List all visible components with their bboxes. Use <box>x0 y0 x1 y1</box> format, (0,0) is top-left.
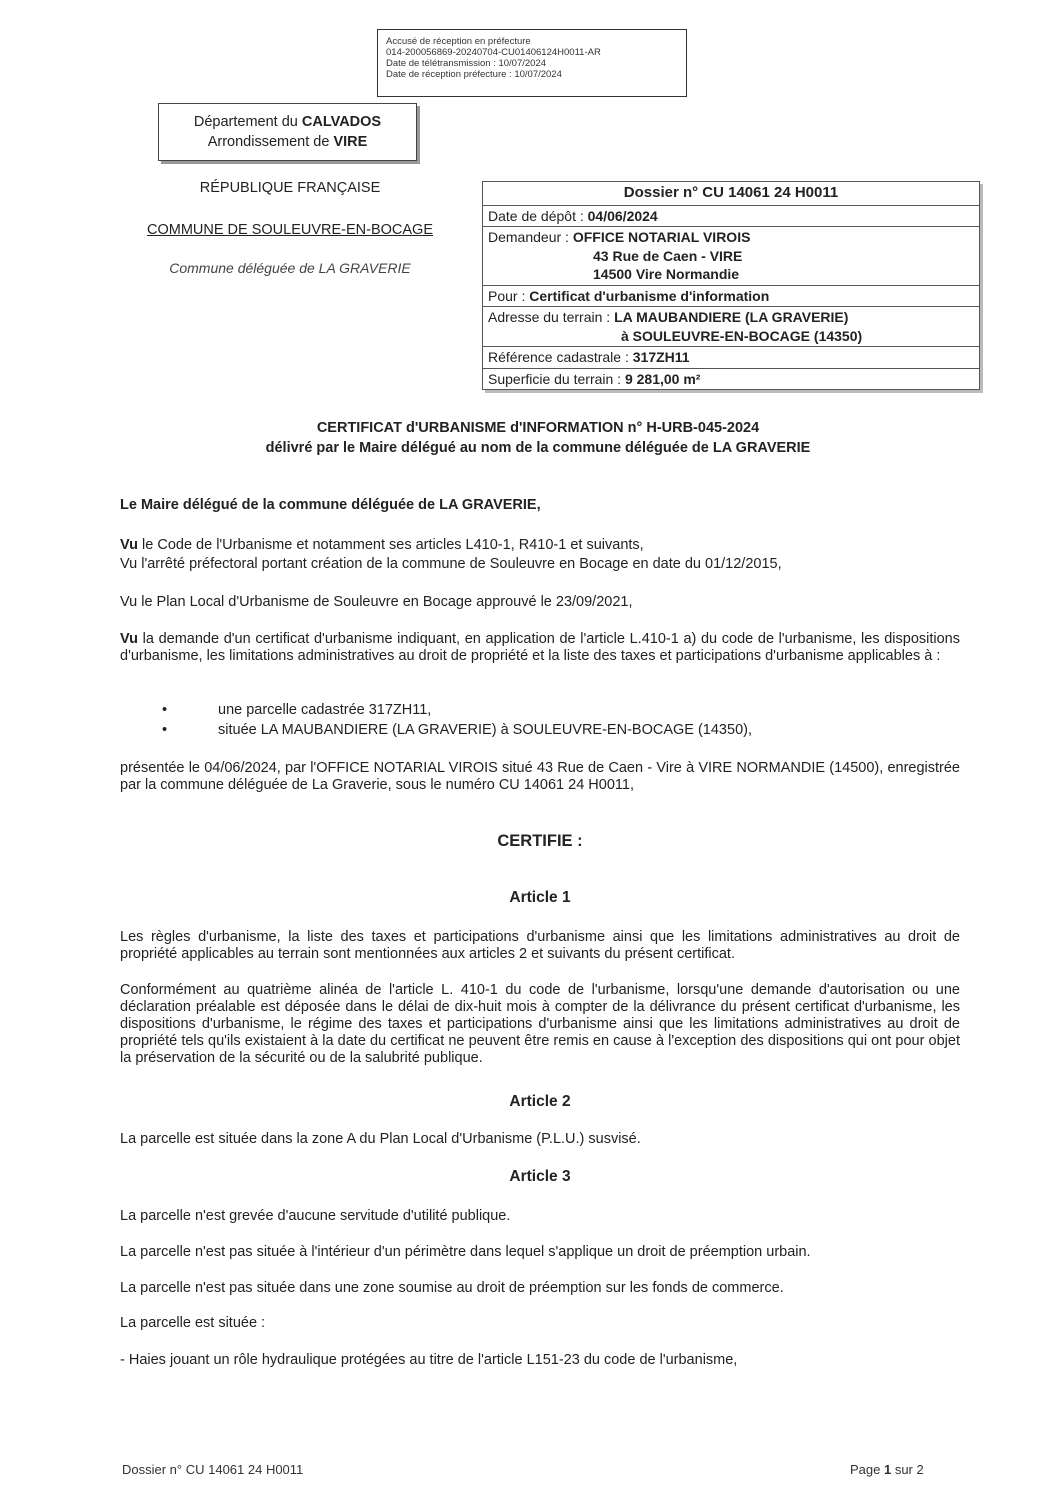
demandeur-name: OFFICE NOTARIAL VIROIS <box>572 229 751 245</box>
dossier-superficie-row <box>483 368 979 390</box>
certifie-heading: CERTIFIE : <box>497 832 583 850</box>
article-3-paragraph-1: La parcelle n'est grevée d'aucune servitude d'utilité publique. <box>120 1208 511 1224</box>
maire-line: Le Maire délégué de la commune déléguée de LA GRAVERIE, <box>120 497 541 513</box>
commune-title: COMMUNE DE SOULEUVRE-EN-BOCAGE <box>146 222 433 238</box>
arrondissement-prefix: Arrondissement de <box>207 134 334 150</box>
adresse-value-2: à SOULEUVRE-EN-BOCAGE (14350) <box>621 327 863 344</box>
depot-value: 04/06/2024 <box>587 207 658 224</box>
dossier-depot-row <box>483 205 979 227</box>
stamp-line-2: 014-200056869-20240704-CU01406124H0011-AR <box>386 47 601 58</box>
article-2-paragraph-1: La parcelle est située dans la zone A du Plan Local d'Urbanisme (P.L.U.) susvisé. <box>120 1131 641 1147</box>
demandeur-label: Demandeur : <box>488 229 573 245</box>
dossier-pour-row <box>483 285 979 307</box>
depot-label: Date de dépôt : <box>488 207 588 224</box>
adresse-value-1: LA MAUBANDIERE (LA GRAVERIE) <box>614 309 849 325</box>
bullet-parcelle: une parcelle cadastrée 317ZH11, <box>218 702 432 718</box>
commune-deleguee: Commune déléguée de LA GRAVERIE <box>169 260 411 276</box>
bullet-marker-2: • <box>162 722 168 738</box>
article-3-paragraph-4: La parcelle est située : <box>120 1315 266 1331</box>
reference-value: 317ZH11 <box>632 349 690 365</box>
page-prefix: Page <box>850 1462 884 1477</box>
vu-demande <box>120 631 960 665</box>
arrondissement-name: VIRE <box>333 134 368 150</box>
article-3-paragraph-3: La parcelle n'est pas située dans une zone soumise au droit de préemption sur les fonds de commerce. <box>120 1280 784 1296</box>
article-3-paragraph-5: - Haies jouant un rôle hydraulique protégées au titre de l'article L151-23 du code de l'urbanisme, <box>120 1352 738 1368</box>
reception-stamp <box>377 29 687 97</box>
bullet-marker-1: • <box>162 702 168 718</box>
department-prefix: Département du <box>193 114 302 130</box>
page-suffix: sur 2 <box>891 1462 924 1477</box>
demandeur-address-2: 14500 Vire Normandie <box>593 266 740 282</box>
stamp-line-3: Date de télétransmission : 10/07/2024 <box>386 58 547 69</box>
footer-page-number <box>850 1462 924 1477</box>
dossier-reference-row <box>483 346 979 368</box>
article-3-heading: Article 3 <box>509 1168 571 1185</box>
article-3-paragraph-2: La parcelle n'est pas située à l'intérieur d'un périmètre dans lequel s'applique un droit de préemption urbain. <box>120 1244 811 1260</box>
department-name: CALVADOS <box>301 114 382 130</box>
department-box <box>158 103 417 161</box>
pour-label: Pour : <box>488 287 530 304</box>
vu-demande-text: la demande d'un certificat d'urbanisme indiquant, en application de l'article L.410-1 a) du code de l'urbanisme, les dispositions d'urbanisme, les limitations administratives au droit de propriété et la liste des taxes et participations d'urbanisme applicables à : <box>120 631 960 664</box>
arrondissement-line <box>159 132 416 152</box>
dossier-adresse-row <box>483 306 979 346</box>
stamp-line-4: Date de réception préfecture : 10/07/2024 <box>386 69 562 80</box>
reference-label: Référence cadastrale : <box>488 349 633 365</box>
vu-arrete-prefectoral: Vu l'arrêté préfectoral portant création de la commune de Souleuvre en Bocage en date du 01/12/2015, <box>120 556 782 572</box>
vu-code-text: le Code de l'Urbanisme et notamment ses articles L410-1, R410-1 et suivants, <box>138 537 644 553</box>
page-current: 1 <box>883 1462 892 1477</box>
vu-bold-2: Vu <box>120 631 138 647</box>
superficie-value: 9 281,00 m² <box>624 370 701 387</box>
superficie-label: Superficie du terrain : <box>488 370 625 387</box>
bullet-situation: située LA MAUBANDIERE (LA GRAVERIE) à SOULEUVRE-EN-BOCAGE (14350), <box>218 722 752 738</box>
certificate-title: CERTIFICAT d'URBANISME d'INFORMATION n° H-URB-045-2024 <box>316 420 760 436</box>
article-1-paragraph-1: Les règles d'urbanisme, la liste des taxes et participations d'urbanisme ainsi que les limitations administratives au droit de propriété applicables au terrain sont mentionnées aux articles 2 et suivants du présent certificat. <box>120 929 960 962</box>
certificate-subtitle: délivré par le Maire délégué au nom de la commune déléguée de LA GRAVERIE <box>265 440 811 456</box>
department-line <box>159 112 416 132</box>
pour-value: Certificat d'urbanisme d'information <box>529 287 770 304</box>
article-1-paragraph-2: Conformément au quatrième alinéa de l'article L. 410-1 du code de l'urbanisme, lorsqu'une demande d'autorisation ou une déclaration préalable est déposée dans le délai de dix-huit mois à compter de la délivrance du présent certificat d'urbanisme, les dispositions d'urbanisme, le régime des taxes et participations d'urbanisme ainsi que les limitations administratives au droit de propriété tels qu'ils existaient à la date du certificat ne peuvent être remis en cause à l'exception des dispositions qui ont pour objet la préservation de la sécurité ou de la salubrité publique. <box>120 982 960 1066</box>
article-1-heading: Article 1 <box>509 889 571 906</box>
footer-dossier: Dossier n° CU 14061 24 H0011 <box>122 1462 304 1477</box>
vu-bold: Vu <box>120 537 138 553</box>
adresse-label: Adresse du terrain : <box>488 309 615 325</box>
republic-title: RÉPUBLIQUE FRANÇAISE <box>199 180 381 196</box>
presentee-paragraph: présentée le 04/06/2024, par l'OFFICE NOTARIAL VIROIS situé 43 Rue de Caen - Vire à VIRE NORMANDIE (14500), enregistrée par la commune déléguée de La Graverie, sous le numéro CU 14061 24 H0011, <box>120 760 960 793</box>
vu-plan-local: Vu le Plan Local d'Urbanisme de Souleuvre en Bocage approuvé le 23/09/2021, <box>120 594 633 610</box>
demandeur-address-1: 43 Rue de Caen - VIRE <box>593 247 743 264</box>
stamp-line-1: Accusé de réception en préfecture <box>386 36 531 47</box>
article-2-heading: Article 2 <box>509 1093 571 1110</box>
dossier-table <box>482 181 980 390</box>
dossier-demandeur-row <box>483 226 979 285</box>
dossier-number: Dossier n° CU 14061 24 H0011 <box>623 184 839 201</box>
vu-code-urbanisme <box>120 537 960 554</box>
